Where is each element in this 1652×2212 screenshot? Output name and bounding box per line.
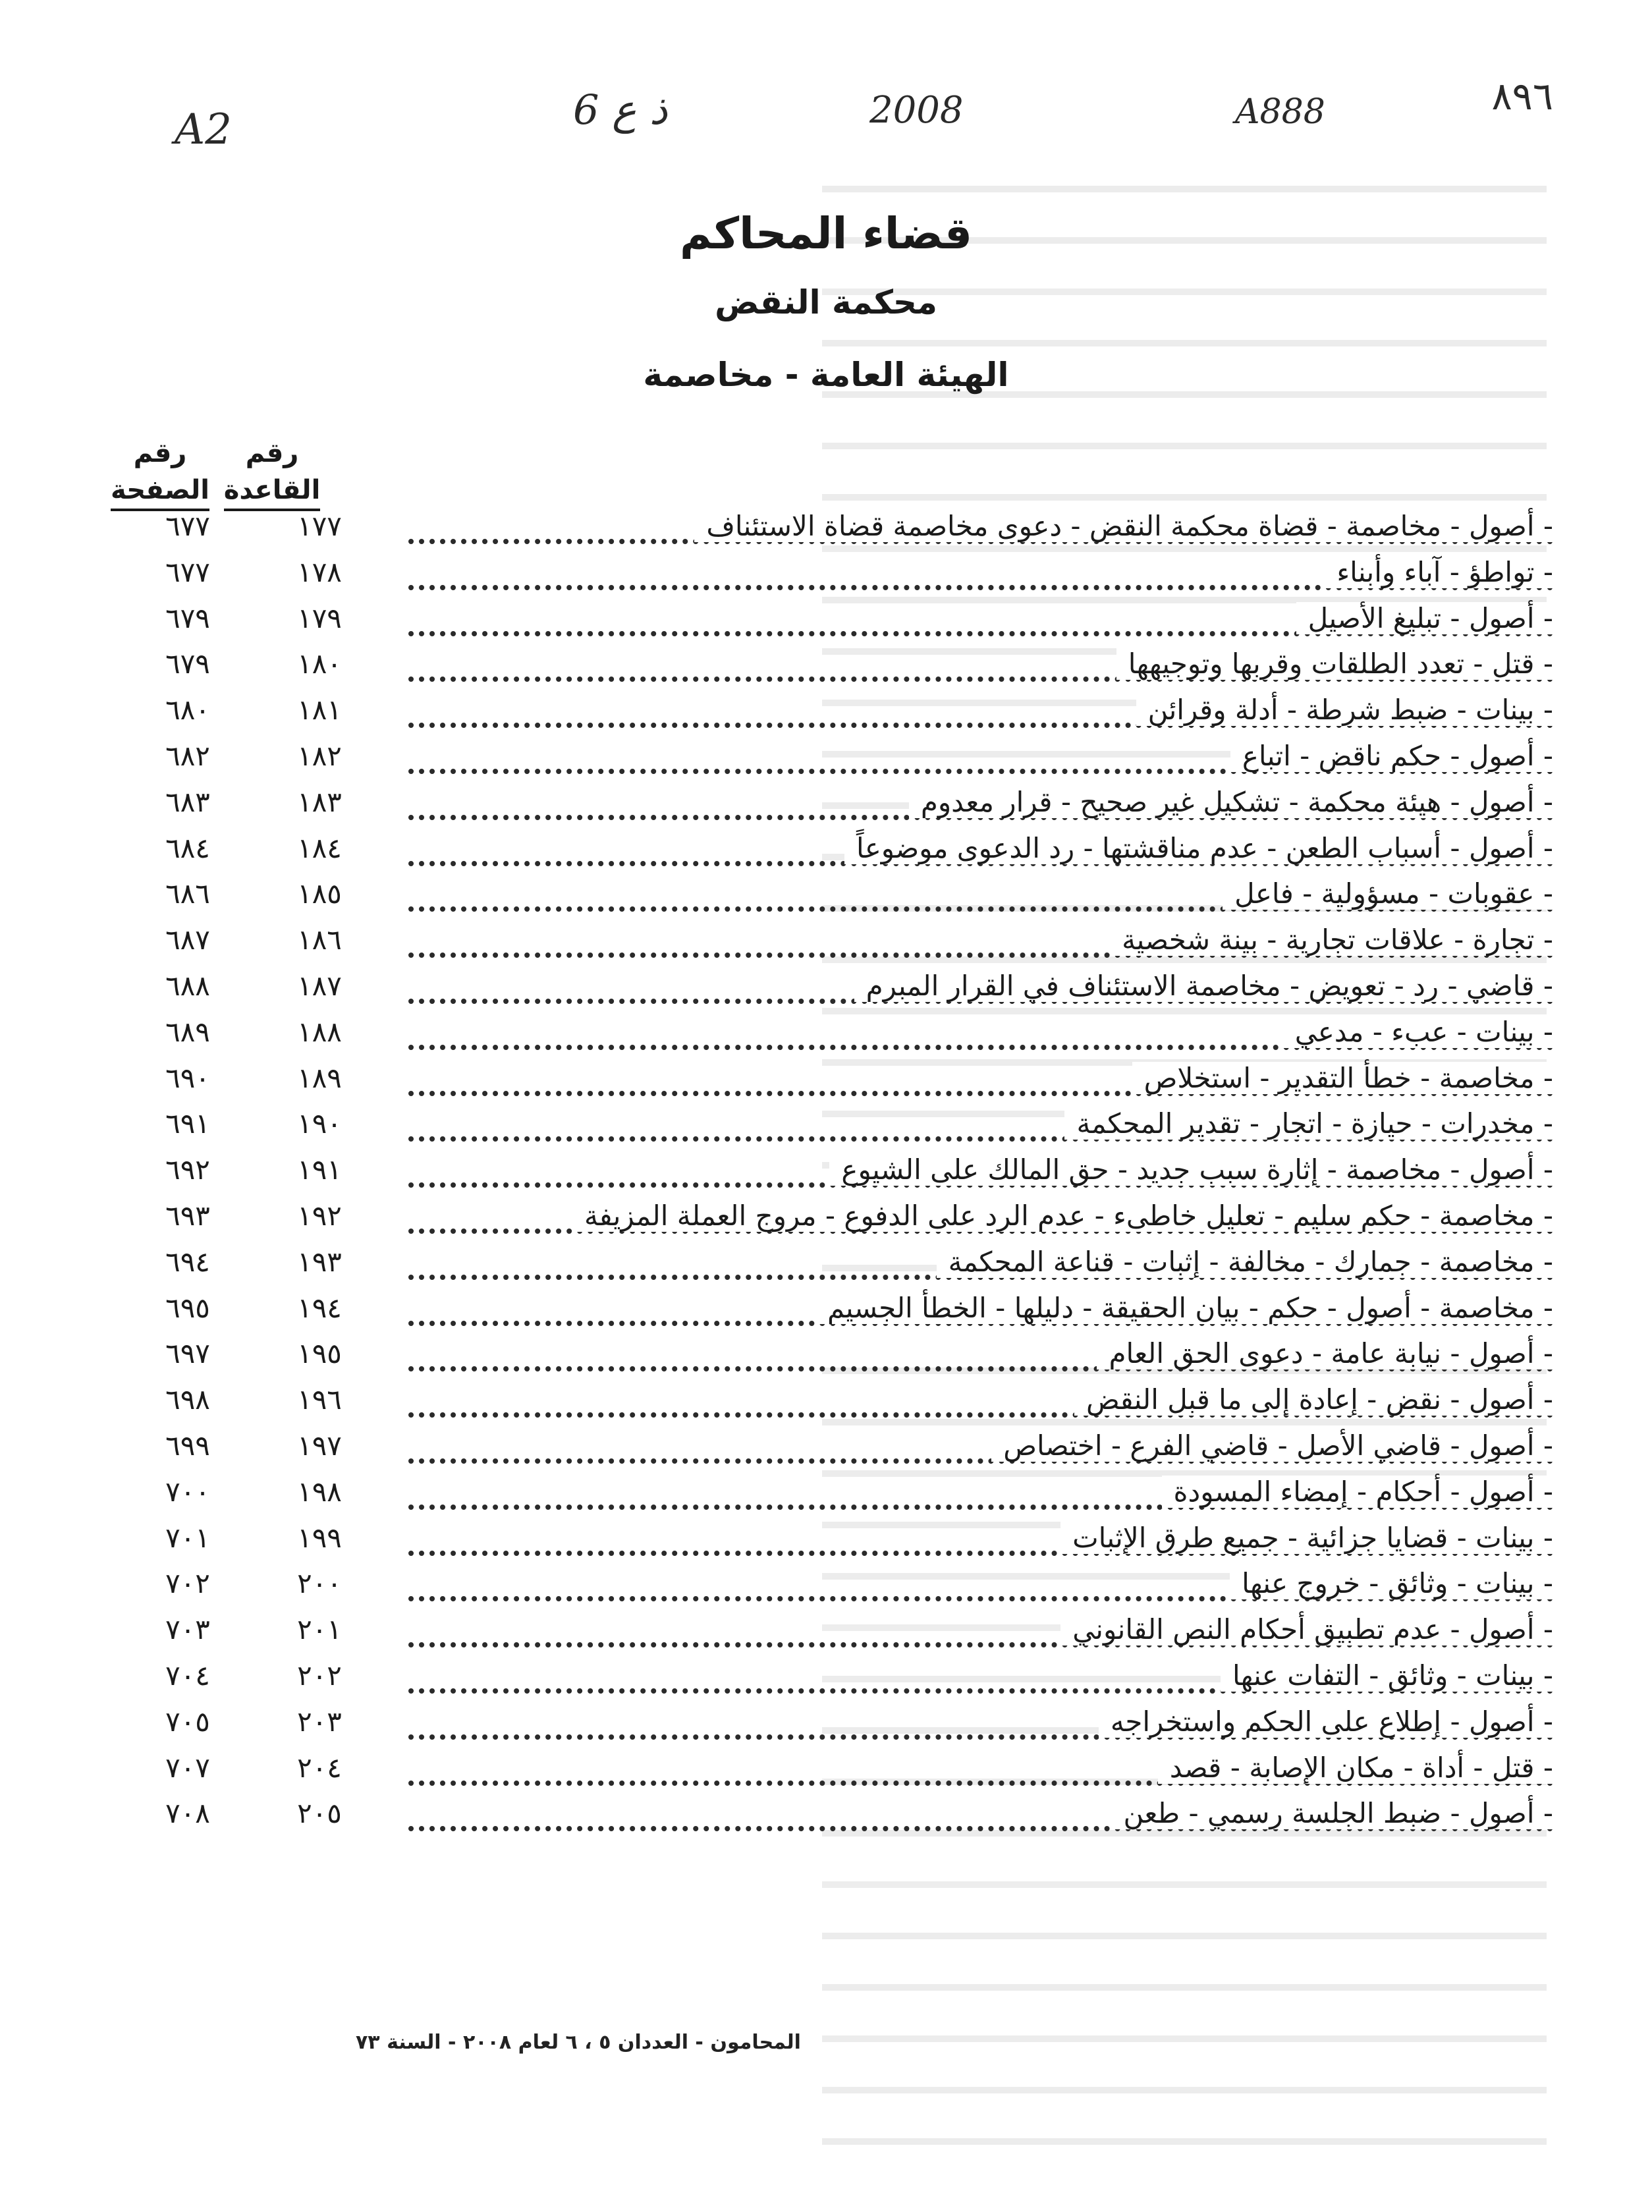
entry-page-number: ٦٨٧ xyxy=(165,924,210,956)
index-entry-row xyxy=(132,1335,1553,1381)
entry-page-number: ٦٨٦ xyxy=(165,877,210,910)
entry-rule-number: ٢٠٤ xyxy=(297,1751,342,1784)
entry-rule-number: ١٧٩ xyxy=(297,601,342,634)
index-entry-row xyxy=(132,1013,1553,1059)
entry-rule-number: ١٨٦ xyxy=(297,924,342,956)
entry-rule-number: ١٩٦ xyxy=(297,1383,342,1416)
entry-subject: - أصول - نيابة عامة - دعوى الحق العام xyxy=(1097,1337,1553,1369)
index-entry-row xyxy=(132,507,1553,553)
index-entry-row xyxy=(132,1197,1553,1243)
entry-subject: - قتل - تعدد الطلقات وقربها وتوجيهها xyxy=(1116,648,1553,680)
index-entry-row xyxy=(132,691,1553,737)
index-entry-row xyxy=(132,1794,1553,1840)
entry-subject: - أصول - مخاصمة - قضاة محكمة النقض - دعوى مخاصمة قضاة الاستئناف xyxy=(694,510,1553,542)
entry-subject: - مخاصمة - أصول - حكم - بيان الحقيقة - دليلها - الخطأ الجسيم xyxy=(815,1292,1553,1324)
entry-page-number: ٦٩٤ xyxy=(165,1245,210,1278)
entry-page-number: ٧٠٥ xyxy=(165,1705,210,1738)
index-entry-row xyxy=(132,737,1553,783)
entry-page-number: ٦٨٤ xyxy=(165,831,210,864)
chamber-title: الهيئة العامة - مخاصمة xyxy=(643,356,1009,394)
entry-page-number: ٦٩١ xyxy=(165,1107,210,1140)
rule-number-header xyxy=(216,435,328,511)
entry-rule-number: ٢٠٢ xyxy=(297,1659,342,1692)
entry-subject: - أصول - نقض - إعادة إلى ما قبل النقض xyxy=(1074,1383,1553,1416)
handwritten-year: 2008 xyxy=(869,89,964,132)
entry-page-number: ٦٧٩ xyxy=(165,601,210,634)
entry-rule-number: ٢٠٣ xyxy=(297,1705,342,1738)
entry-rule-number: ١٨٣ xyxy=(297,785,342,818)
rule-header-line1: رقم xyxy=(245,438,299,468)
index-entry-row xyxy=(132,921,1553,967)
page-header-line1: رقم xyxy=(133,438,187,468)
entry-rule-number: ١٩٥ xyxy=(297,1337,342,1370)
entry-rule-number: ٢٠١ xyxy=(297,1613,342,1646)
entry-page-number: ٧٠٠ xyxy=(165,1475,210,1508)
index-entry-row xyxy=(132,1749,1553,1795)
index-entry-row xyxy=(132,1289,1553,1335)
page-header-line2: الصفحة xyxy=(111,472,209,511)
court-title: محكمة النقض xyxy=(715,283,937,321)
index-entry-row xyxy=(132,829,1553,875)
index-entry-row xyxy=(132,1473,1553,1519)
page-number-header xyxy=(104,435,216,511)
entry-subject: - قتل - أداة - مكان الإصابة - قصد xyxy=(1158,1752,1553,1784)
entry-page-number: ٦٧٩ xyxy=(165,648,210,680)
entry-rule-number: ١٩٤ xyxy=(297,1291,342,1324)
index-entry-row xyxy=(132,1381,1553,1427)
index-entry-row xyxy=(132,645,1553,691)
entry-subject: - أصول - أسباب الطعن - عدم مناقشتها - رد الدعوى موضوعاً xyxy=(844,832,1553,864)
entry-rule-number: ١٧٨ xyxy=(297,555,342,588)
index-entry-row xyxy=(132,1564,1553,1611)
entry-page-number: ٦٩٧ xyxy=(165,1337,210,1370)
entry-subject: - أصول - إطلاع على الحكم واستخراجه xyxy=(1099,1705,1553,1738)
entry-subject: - تواطؤ - آباء وأبناء xyxy=(1325,556,1553,588)
entry-page-number: ٧٠٤ xyxy=(165,1659,210,1692)
entry-page-number: ٧٠٨ xyxy=(165,1797,210,1830)
index-entry-row xyxy=(132,599,1553,646)
entry-rule-number: ١٩٨ xyxy=(297,1475,342,1508)
entry-page-number: ٦٩٠ xyxy=(165,1061,210,1094)
entry-subject: - عقوبات - مسؤولية - فاعل xyxy=(1223,877,1553,910)
entry-subject: - أصول - مخاصمة - إثارة سبب جديد - حق المالك على الشيوع xyxy=(829,1153,1553,1186)
entry-page-number: ٦٨٣ xyxy=(165,785,210,818)
entry-page-number: ٦٩٩ xyxy=(165,1429,210,1462)
index-entry-row xyxy=(132,1427,1553,1473)
index-entry-row xyxy=(132,783,1553,829)
entry-subject: - أصول - ضبط الجلسة رسمي - طعن xyxy=(1111,1797,1553,1829)
rule-header-line2: القاعدة xyxy=(224,472,321,511)
entry-page-number: ٦٩٢ xyxy=(165,1153,210,1186)
footer: المحامون - العددان ٥ ، ٦ لعام ٢٠٠٨ - السنة ٧٣ xyxy=(356,2031,801,2054)
index-entry-row xyxy=(132,1059,1553,1105)
entry-subject: - تجارة - علاقات تجارية - بينة شخصية xyxy=(1110,924,1553,956)
entry-subject: - مخاصمة - جمارك - مخالفة - إثبات - قناعة المحكمة xyxy=(937,1246,1553,1278)
entry-page-number: ٧٠٣ xyxy=(165,1613,210,1646)
index-entry-row xyxy=(132,967,1553,1013)
entry-page-number: ٦٧٧ xyxy=(165,510,210,542)
entry-page-number: ٧٠٢ xyxy=(165,1567,210,1600)
entry-page-number: ٦٩٣ xyxy=(165,1199,210,1232)
entry-subject: - أصول - قاضي الأصل - قاضي الفرع - اختصاص xyxy=(991,1429,1553,1462)
entry-subject: - بينات - وثائق - التفات عنها xyxy=(1221,1659,1553,1692)
entry-subject: - أصول - عدم تطبيق أحكام النص القانوني xyxy=(1060,1613,1553,1645)
entry-subject: - بينات - وثائق - خروج عنها xyxy=(1230,1567,1553,1599)
entry-subject: - أصول - حكم ناقض - اتباع xyxy=(1230,740,1553,772)
index-entry-row xyxy=(132,1105,1553,1151)
index-entry-row xyxy=(132,1519,1553,1565)
entry-rule-number: ١٩٢ xyxy=(297,1199,342,1232)
handwritten-ref: A888 xyxy=(1235,92,1325,132)
entry-rule-number: ١٩٩ xyxy=(297,1521,342,1554)
entry-rule-number: ١٩٧ xyxy=(297,1429,342,1462)
entry-rule-number: ١٨٢ xyxy=(297,739,342,772)
entry-rule-number: ١٨٠ xyxy=(297,648,342,680)
entry-page-number: ٦٨٩ xyxy=(165,1015,210,1048)
entry-page-number: ٦٩٨ xyxy=(165,1383,210,1416)
entry-rule-number: ١٩٣ xyxy=(297,1245,342,1278)
entry-rule-number: ٢٠٥ xyxy=(297,1797,342,1830)
entry-subject: - أصول - هيئة محكمة - تشكيل غير صحيح - قرار معدوم xyxy=(909,786,1553,818)
entry-subject: - بينات - ضبط شرطة - أدلة وقرائن xyxy=(1136,694,1553,726)
entry-rule-number: ٢٠٠ xyxy=(297,1567,342,1600)
entry-rule-number: ١٨١ xyxy=(297,694,342,727)
handwritten-left-mark: A2 xyxy=(175,105,232,154)
entry-subject: - بينات - عبء - مدعي xyxy=(1283,1016,1553,1048)
index-entry-row xyxy=(132,1657,1553,1703)
entry-rule-number: ١٨٧ xyxy=(297,969,342,1002)
entry-page-number: ٦٧٧ xyxy=(165,555,210,588)
index-entry-row xyxy=(132,1611,1553,1657)
page-number: ٨٩٦ xyxy=(1491,74,1553,119)
entry-subject: - مخدرات - حيازة - اتجار - تقدير المحكمة xyxy=(1064,1107,1553,1140)
entry-page-number: ٦٨٠ xyxy=(165,694,210,727)
entry-page-number: ٧٠٧ xyxy=(165,1751,210,1784)
entry-subject: - قاضي - رد - تعويض - مخاصمة الاستئناف في القرار المبرم xyxy=(854,970,1553,1002)
index-entry-row xyxy=(132,875,1553,921)
index-entry-row xyxy=(132,1151,1553,1197)
page-title: قضاء المحاكم xyxy=(680,208,972,259)
index-entry-row xyxy=(132,1703,1553,1749)
entry-rule-number: ١٨٩ xyxy=(297,1061,342,1094)
entry-rule-number: ١٩١ xyxy=(297,1153,342,1186)
index-entries-list xyxy=(132,507,1553,1840)
entry-page-number: ٦٨٨ xyxy=(165,969,210,1002)
entry-subject: - أصول - أحكام - إمضاء المسودة xyxy=(1162,1476,1554,1508)
entry-page-number: ٦٩٥ xyxy=(165,1291,210,1324)
index-entry-row xyxy=(132,1243,1553,1289)
entry-rule-number: ١٨٥ xyxy=(297,877,342,910)
entry-rule-number: ١٧٧ xyxy=(297,510,342,542)
entry-page-number: ٧٠١ xyxy=(165,1521,210,1554)
entry-rule-number: ١٨٨ xyxy=(297,1015,342,1048)
entry-subject: - مخاصمة - حكم سليم - تعليل خاطىء - عدم الرد على الدفوع - مروج العملة المزيفة xyxy=(572,1200,1553,1232)
handwritten-code: 6 ذ ع xyxy=(573,86,668,134)
entry-rule-number: ١٨٤ xyxy=(297,831,342,864)
entry-subject: - أصول - تبليغ الأصيل xyxy=(1296,602,1553,634)
entry-page-number: ٦٨٢ xyxy=(165,739,210,772)
entry-subject: - مخاصمة - خطأ التقدير - استخلاص xyxy=(1132,1062,1553,1094)
entry-subject: - بينات - قضايا جزائية - جميع طرق الإثبات xyxy=(1060,1522,1553,1554)
index-entry-row xyxy=(132,553,1553,599)
entry-rule-number: ١٩٠ xyxy=(297,1107,342,1140)
